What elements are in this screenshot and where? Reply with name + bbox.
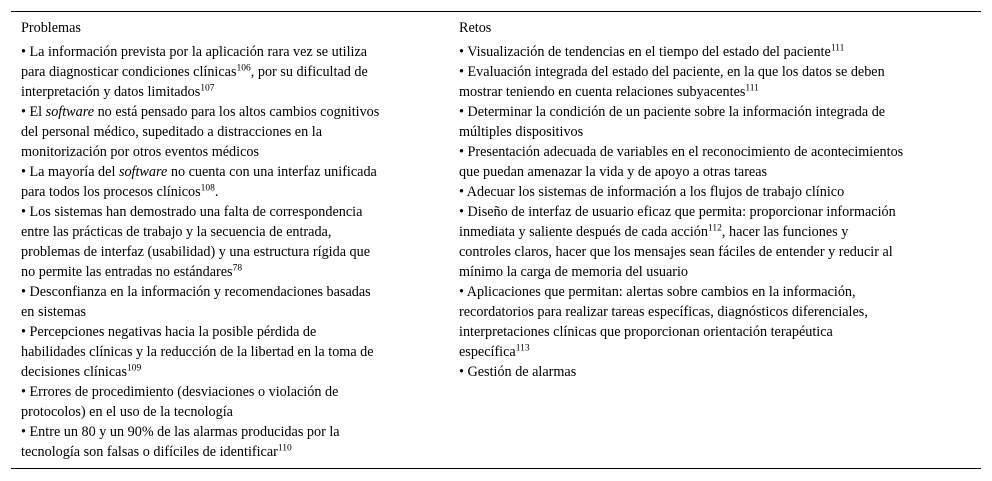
text-segment: que puedan amenazar la vida y de apoyo a otras tareas bbox=[459, 164, 768, 180]
reference-number: 110 bbox=[277, 443, 292, 454]
text-segment: • Percepciones negativas hacia la posible pérdida de bbox=[21, 324, 317, 340]
text-line bbox=[21, 302, 431, 322]
text-segment: • Evaluación integrada del estado del paciente, en la que los datos se deben bbox=[459, 64, 885, 80]
reference-number: 106 bbox=[236, 63, 251, 74]
text-segment: para todos los procesos clínicos bbox=[21, 184, 201, 200]
text-segment: • Determinar la condición de un paciente sobre la información integrada de bbox=[459, 104, 886, 120]
text-line bbox=[21, 222, 431, 242]
text-line bbox=[459, 102, 971, 122]
reference-number: 113 bbox=[515, 343, 530, 354]
text-line bbox=[21, 102, 431, 122]
text-line bbox=[459, 142, 971, 162]
text-segment: controles claros, hacer que los mensajes sean fáciles de entender y reducir al bbox=[459, 244, 893, 260]
text-line bbox=[459, 282, 971, 302]
text-line bbox=[21, 42, 431, 62]
text-segment: problemas de interfaz (usabilidad) y una estructura rígida que bbox=[21, 244, 371, 260]
text-segment: • La información prevista por la aplicación rara vez se utiliza bbox=[21, 44, 368, 60]
text-line bbox=[21, 282, 431, 302]
text-segment: • Aplicaciones que permitan: alertas sobre cambios en la información, bbox=[459, 284, 856, 300]
text-segment: no permite las entradas no estándares bbox=[21, 264, 233, 280]
text-segment: no está pensado para los altos cambios cognitivos bbox=[94, 104, 380, 120]
reference-number: 112 bbox=[707, 223, 722, 234]
list-item bbox=[459, 142, 971, 182]
challenges-column bbox=[459, 18, 971, 382]
text-segment: múltiples dispositivos bbox=[459, 124, 584, 140]
text-segment: para diagnosticar condiciones clínicas bbox=[21, 64, 237, 80]
list-item bbox=[459, 102, 971, 142]
text-segment: • Entre un 80 y un 90% de las alarmas producidas por la bbox=[21, 424, 340, 440]
text-segment: , por su dificultad de bbox=[250, 64, 368, 80]
text-segment: • Errores de procedimiento (desviaciones o violación de bbox=[21, 384, 339, 400]
challenges-list bbox=[459, 42, 971, 382]
list-item bbox=[459, 62, 971, 102]
text-line bbox=[21, 202, 431, 222]
text-line bbox=[459, 262, 971, 282]
text-line bbox=[21, 362, 431, 382]
text-segment: , hacer las funciones y bbox=[721, 224, 849, 240]
list-item bbox=[21, 322, 431, 382]
list-item bbox=[459, 202, 971, 282]
text-segment: habilidades clínicas y la reducción de la libertad en la toma de bbox=[21, 344, 374, 360]
text-segment: específica bbox=[459, 344, 516, 360]
reference-number: 108 bbox=[200, 183, 215, 194]
list-item bbox=[459, 362, 971, 382]
text-line bbox=[21, 82, 431, 102]
text-line bbox=[459, 342, 971, 362]
text-segment: • Visualización de tendencias en el tiempo del estado del paciente bbox=[459, 44, 831, 60]
text-segment: • Diseño de interfaz de usuario eficaz que permita: proporcionar información bbox=[459, 204, 896, 220]
text-line bbox=[459, 182, 971, 202]
text-segment: recordatorios para realizar tareas específicas, diagnósticos diferenciales, bbox=[459, 304, 868, 320]
emphasis-text: software bbox=[118, 164, 168, 180]
text-segment: mínimo la carga de memoria del usuario bbox=[459, 264, 689, 280]
text-segment: inmediata y saliente después de cada acción bbox=[459, 224, 708, 240]
text-segment: entre las prácticas de trabajo y la secuencia de entrada, bbox=[21, 224, 332, 240]
emphasis-text: software bbox=[45, 104, 95, 120]
text-segment: • Los sistemas han demostrado una falta de correspondencia bbox=[21, 204, 363, 220]
text-segment: del personal médico, supeditado a distracciones en la bbox=[21, 124, 322, 140]
list-item bbox=[21, 382, 431, 422]
text-segment: en sistemas bbox=[21, 304, 87, 320]
text-line bbox=[21, 442, 431, 462]
text-line bbox=[459, 242, 971, 262]
text-line bbox=[21, 242, 431, 262]
text-segment: tecnología son falsas o difíciles de identificar bbox=[21, 444, 278, 460]
problems-challenges-table bbox=[11, 11, 981, 469]
problems-column bbox=[21, 18, 431, 462]
list-item bbox=[459, 42, 971, 62]
text-line bbox=[21, 122, 431, 142]
text-line bbox=[459, 82, 971, 102]
text-line bbox=[459, 202, 971, 222]
text-segment: • Presentación adecuada de variables en el reconocimiento de acontecimientos bbox=[459, 144, 904, 160]
text-segment: no cuenta con una interfaz unificada bbox=[167, 164, 377, 180]
reference-number: 109 bbox=[126, 363, 142, 374]
text-line bbox=[21, 382, 431, 402]
text-line bbox=[459, 362, 971, 382]
list-item bbox=[459, 182, 971, 202]
text-line bbox=[21, 62, 431, 82]
list-item bbox=[21, 282, 431, 322]
text-line bbox=[459, 62, 971, 82]
text-line bbox=[21, 162, 431, 182]
text-segment: • La mayoría del bbox=[21, 164, 119, 180]
text-line bbox=[21, 322, 431, 342]
text-line bbox=[459, 162, 971, 182]
text-line bbox=[459, 322, 971, 342]
text-segment: • Adecuar los sistemas de información a los flujos de trabajo clínico bbox=[459, 184, 845, 200]
text-line bbox=[459, 302, 971, 322]
text-line bbox=[21, 402, 431, 422]
text-line bbox=[21, 422, 431, 442]
list-item bbox=[21, 422, 431, 462]
problems-header: Problemas bbox=[21, 20, 81, 36]
list-item bbox=[21, 42, 431, 102]
text-segment: interpretaciones clínicas que proporcionan orientación terapéutica bbox=[459, 324, 833, 340]
list-item bbox=[21, 202, 431, 282]
text-segment: monitorización por otros eventos médicos bbox=[21, 144, 259, 160]
reference-number: 111 bbox=[830, 43, 845, 54]
text-segment: interpretación y datos limitados bbox=[21, 84, 201, 100]
problems-list bbox=[21, 42, 431, 462]
list-item bbox=[21, 162, 431, 202]
text-line bbox=[21, 262, 431, 282]
text-segment: mostrar teniendo en cuenta relaciones subyacentes bbox=[459, 84, 746, 100]
text-segment: decisiones clínicas bbox=[21, 364, 127, 380]
reference-number: 78 bbox=[232, 263, 243, 274]
text-segment: . bbox=[214, 184, 219, 200]
list-item bbox=[459, 282, 971, 362]
text-line bbox=[459, 122, 971, 142]
challenges-header: Retos bbox=[459, 20, 492, 36]
text-line bbox=[459, 222, 971, 242]
text-segment: • Gestión de alarmas bbox=[459, 364, 577, 380]
text-segment: protocolos) en el uso de la tecnología bbox=[21, 404, 233, 420]
text-segment: • Desconfianza en la información y recomendaciones basadas bbox=[21, 284, 371, 300]
text-line bbox=[21, 342, 431, 362]
reference-number: 107 bbox=[200, 83, 215, 94]
text-line bbox=[21, 182, 431, 202]
text-segment: • El bbox=[21, 104, 46, 120]
text-line bbox=[459, 42, 971, 62]
text-line bbox=[21, 142, 431, 162]
list-item bbox=[21, 102, 431, 162]
reference-number: 111 bbox=[745, 83, 759, 94]
